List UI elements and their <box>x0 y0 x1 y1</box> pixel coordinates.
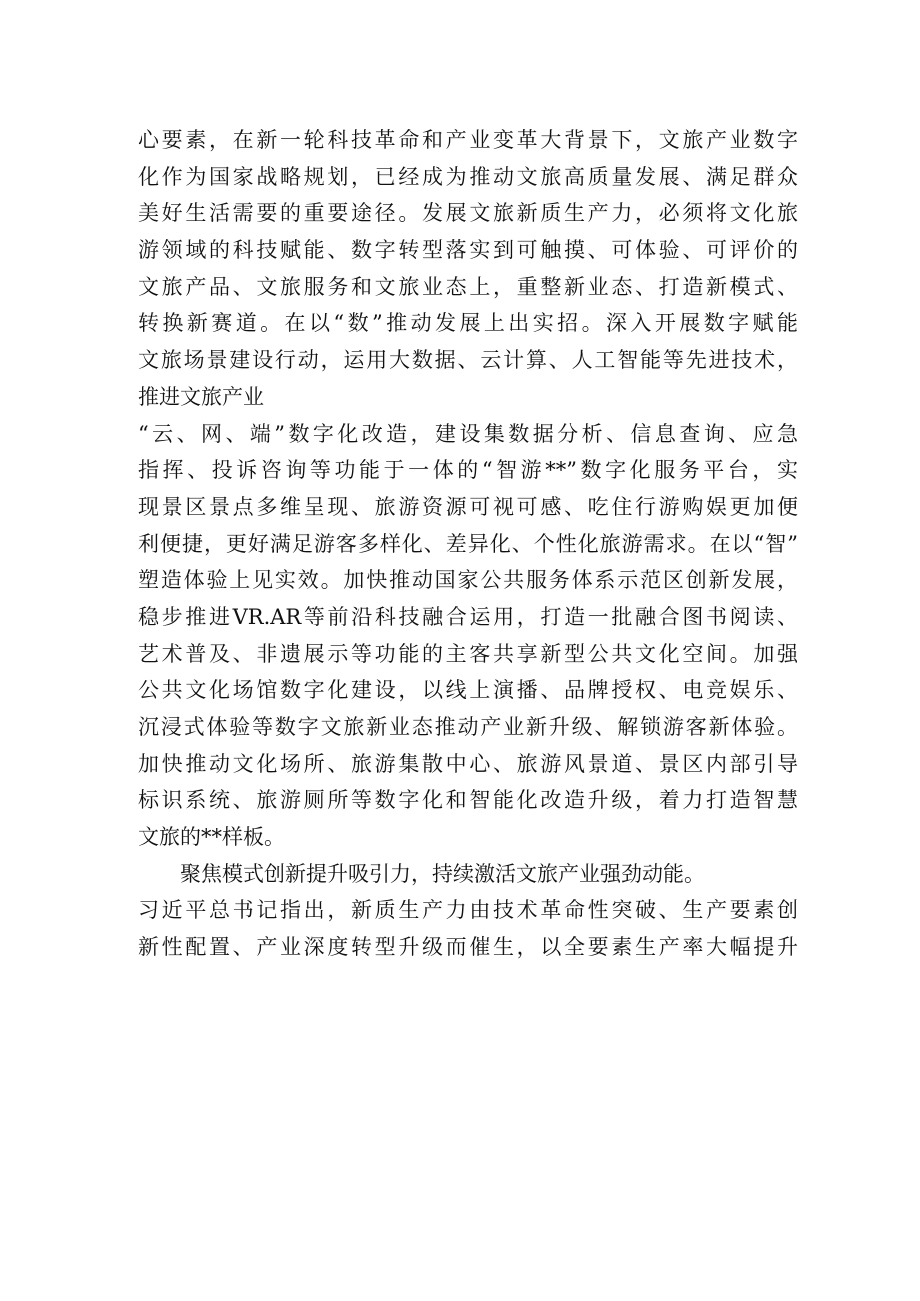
text-line: 游领域的科技赋能、数字转型落实到可触摸、可体验、可评价的 <box>138 238 798 263</box>
text-line: 文旅场景建设行动，运用大数据、云计算、人工智能等先进技术， <box>138 348 798 373</box>
text-line: 加快推动文化场所、旅游集散中心、旅游风景道、景区内部引导 <box>138 751 798 776</box>
text-line: 美好生活需要的重要途径。发展文旅新质生产力，必须将文化旅 <box>138 201 798 226</box>
text-line: 习近平总书记指出，新质生产力由技术革命性突破、生产要素创 <box>138 898 798 923</box>
text-line: “云、网、端”数字化改造，建设集数据分析、信息查询、应急 <box>138 421 798 446</box>
text-line: 文旅产品、文旅服务和文旅业态上，重整新业态、打造新模式、 <box>138 274 798 299</box>
text-line: 新性配置、产业深度转型升级而催生，以全要素生产率大幅提升 <box>138 935 798 960</box>
body-text <box>138 122 798 966</box>
text-line: 沉浸式体验等数字文旅新业态推动产业新升级、解锁游客新体验。 <box>138 715 798 739</box>
section-heading-line: 聚焦模式创新提升吸引力，持续激活文旅产业强劲动能。 <box>180 861 705 886</box>
text-line: 塑造体验上见实效。加快推动国家公共服务体系示范区创新发展， <box>138 568 798 593</box>
text-line: 心要素，在新一轮科技革命和产业变革大背景下，文旅产业数字 <box>138 128 798 152</box>
text-line: 文旅的**样板。 <box>138 825 285 850</box>
text-line: 转换新赛道。在以“数”推动发展上出实招。深入开展数字赋能 <box>138 311 798 336</box>
text-line: 公共文化场馆数字化建设，以线上演播、品牌授权、电竞娱乐、 <box>138 678 798 703</box>
text-line: 标识系统、旅游厕所等数字化和智能化改造升级，着力打造智慧 <box>138 788 798 813</box>
text-line: 利便捷，更好满足游客多样化、差异化、个性化旅游需求。在以“智” <box>138 531 798 556</box>
text-line: 推进文旅产业 <box>138 384 264 409</box>
text-line: 现景区景点多维呈现、旅游资源可视可感、吃住行游购娱更加便 <box>138 494 798 519</box>
text-line: 艺术普及、非遗展示等功能的主客共享新型公共文化空间。加强 <box>138 641 798 666</box>
text-line: 稳步推进VR.AR等前沿科技融合运用，打造一批融合图书阅读、 <box>138 604 798 629</box>
text-line: 化作为国家战略规划，已经成为推动文旅高质量发展、满足群众 <box>138 164 798 189</box>
text-line: 指挥、投诉咨询等功能于一体的“智游**”数字化服务平台，实 <box>138 458 798 483</box>
